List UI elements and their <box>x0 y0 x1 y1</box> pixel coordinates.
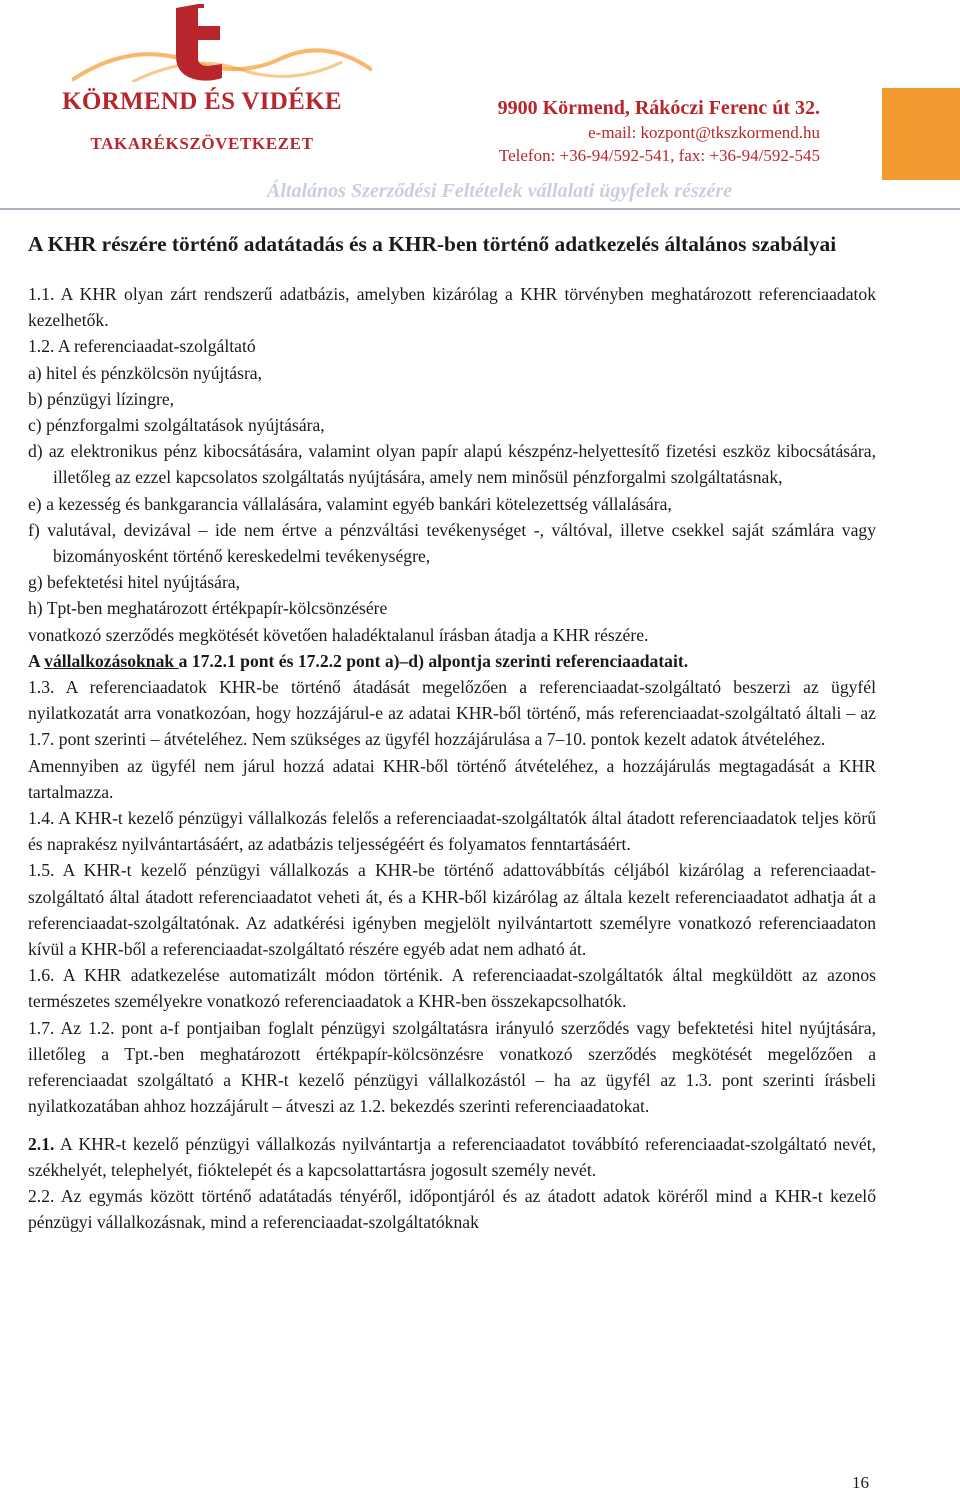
list-item-a: a) hitel és pénzkölcsön nyújtásra, <box>28 362 263 383</box>
decorative-orange-square <box>882 88 960 180</box>
paragraph-2-1-number: 2.1. <box>28 1133 55 1154</box>
document-title: Általános Szerződési Feltételek vállalati ügyfelek részére <box>267 180 732 202</box>
address: 9900 Körmend, Rákóczi Ferenc út 32. <box>497 97 820 119</box>
paragraph-amennyiben: Amennyiben az ügyfél nem járul hozzá adatai KHR-ből történő átvételéhez, a hozzájárulás megtagadását a KHR tartalmazza. <box>28 755 876 802</box>
paragraph-2-1-text: A KHR-t kezelő pénzügyi vállalkozás nyilvántartja a referenciaadatot továbbító referenciaadat-szolgáltató nevét, székhelyét, telephelyét, fióktelepét és a kapcsolattartásra jogosult személy nevét. <box>28 1133 876 1180</box>
email: e-mail: kozpont@tkszkormend.hu <box>588 123 820 142</box>
company-logo <box>72 0 372 82</box>
paragraph-1-1: 1.1. A KHR olyan zárt rendszerű adatbázis, amelyben kizárólag a KHR törvényben meghatározott referenciaadatok kezelhetők. <box>28 284 876 331</box>
list-item-b: b) pénzügyi lízingre, <box>28 388 175 409</box>
bold-rest: a 17.2.1 pont és 17.2.2 pont a)–d) alpontja szerinti referenciaadatait. <box>178 650 689 671</box>
paragraph-1-2: 1.2. A referenciaadat-szolgáltató <box>28 336 256 357</box>
phone-fax: Telefon: +36-94/592-541, fax: +36-94/592-545 <box>498 146 820 165</box>
section-heading: A KHR részére történő adatátadás és a KHR-ben történő adatkezelés általános szabályai <box>28 232 837 256</box>
list-item-f: f) valutával, devizával – ide nem értve a pénzváltási tevékenységet -, váltóval, illetve csekkel saját számlára vagy bizományosként történő kereskedelmi tevékenységre, <box>28 519 876 567</box>
paragraph-1-7: 1.7. Az 1.2. pont a-f pontjaiban foglalt pénzügyi szolgáltatásra irányuló szerződés vagy befektetési hitel nyújtására, illetőleg a Tpt.-ben meghatározott értékpapír-kölcsönzésre vonatkozó szerződés megkötését megelőzően a referenciaadat szolgáltató a KHR-t kezelő pénzügyi vállalkozástól – ha az ügyfél az 1.3. pont szerinti írásbeli nyilatkozatában ahhoz hozzájárult – átveszi az 1.2. bekezdés szerinti referenciaadatokat. <box>28 1017 876 1117</box>
paragraph-1-4: 1.4. A KHR-t kezelő pénzügyi vállalkozás felelős a referenciaadat-szolgáltatók által átadott referenciaadatok teljes körű és naprakész nyilvántartásáért, az adatbázis teljességéért és folyamatos fenntartásáért. <box>28 808 876 855</box>
paragraph-2-2: 2.2. Az egymás között történő adatátadás tényéről, időpontjáról és az átadott adatok köréről mind a KHR-t kezelő pénzügyi vállalkozásnak, mind a referenciaadat-szolgáltatóknak <box>28 1185 876 1233</box>
list-item-c: c) pénzforgalmi szolgáltatások nyújtására, <box>28 415 325 436</box>
page-number: 16 <box>852 1473 869 1492</box>
list-item-e: e) a kezesség és bankgarancia vállalására, valamint egyéb bankári kötelezettség vállalására, <box>28 493 672 514</box>
paragraph-1-3: 1.3. A referenciaadatok KHR-be történő átadását megelőzően a referenciaadat-szolgáltató beszerzi az ügyfél nyilatkozatát arra vonatkozóan, hogy hozzájárul-e az adatai KHR-ből történő, más referenciaadat-szolgáltató általi – az 1.7. pont szerinti – átvételéhez. Nem szükséges az ügyfél hozzájárulása a 7–10. pontok kezelt adatok átvételéhez. <box>28 677 876 750</box>
brand-name: KÖRMEND ÉS VIDÉKE <box>62 88 342 115</box>
paragraph-2-1 <box>28 1131 876 1183</box>
header-divider <box>0 208 960 210</box>
paragraph-1-6: 1.6. A KHR adatkezelése automatizált módon történik. A referenciaadat-szolgáltatók által megküldött az azonos természetes személyekre vonatkozó referenciaadatok a KHR-ben összekapcsolhatók. <box>28 965 876 1012</box>
paragraph-vallalkozasoknak <box>28 648 876 674</box>
list-item-h: h) Tpt-ben meghatározott értékpapír-kölcsönzésére <box>28 598 388 619</box>
document-body <box>28 230 876 1235</box>
bold-prefix: A <box>28 650 45 671</box>
list-item-d: d) az elektronikus pénz kibocsátására, valamint olyan papír alapú készpénz-helyettesítő fizetési eszköz kibocsátására, illetőleg az ezzel kapcsolatos szolgáltatás nyújtására, amely nem minősül pénzforgalmi szolgáltatásnak, <box>28 441 876 488</box>
list-item-g: g) befektetési hitel nyújtására, <box>28 572 241 593</box>
underlined-word: vállalkozásoknak <box>44 650 179 671</box>
contact-block <box>498 96 820 167</box>
paragraph-1-5: 1.5. A KHR-t kezelő pénzügyi vállalkozás a KHR-be történő adattovábbítás céljából kizárólag a referenciaadat-szolgáltató által átadott referenciaadatot veheti át, és a KHR-ből kizárólag az általa kezelt referenciaadatot adhatja át a referenciaadat-szolgáltatónak. Az adatkérési igényben megjelölt nyilvántartott személyre vonatkozó referenciaadaton kívül a KHR-ből a referenciaadat-szolgáltató részére egyéb adat nem adható át. <box>28 860 876 960</box>
paragraph-vonatkozo: vonatkozó szerződés megkötését követően haladéktalanul írásban átadja a KHR részére. <box>28 624 649 645</box>
brand-subtitle: TAKARÉKSZÖVETKEZET <box>90 134 314 153</box>
